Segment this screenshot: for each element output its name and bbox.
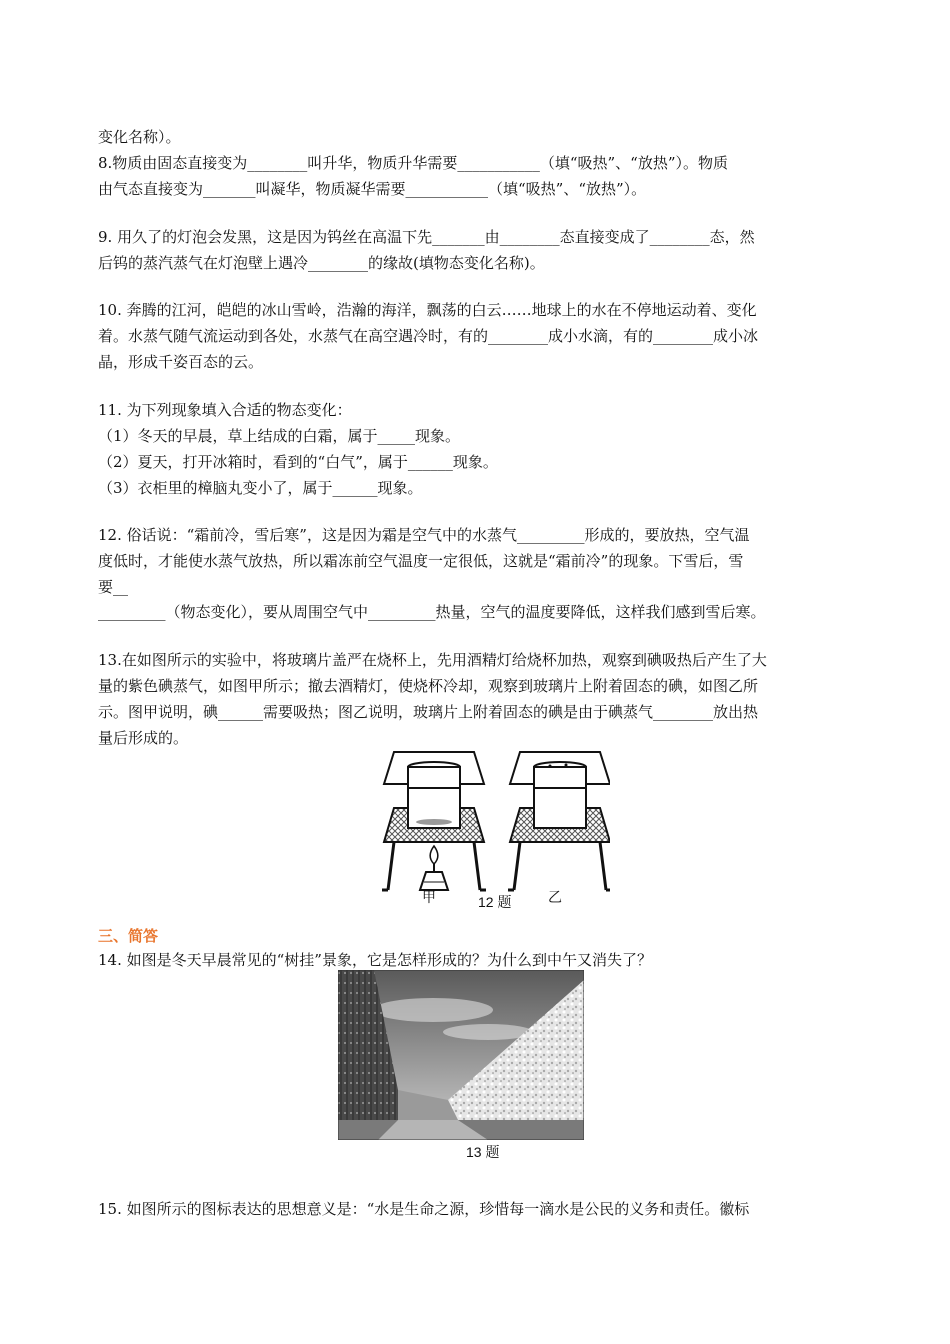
question-15-line: 15. 如图所示的图标表达的思想意义是：“水是生命之源，珍惜每一滴水是公民的义务和责任。徽标	[98, 1200, 750, 1218]
question-13-line-2: 量的紫色碘蒸气，如图甲所示；撤去酒精灯，使烧杯冷却，观察到玻璃片上附着固态的碘，如图乙所	[98, 677, 759, 695]
question-13-line-3: 示。图甲说明，碘______需要吸热；图乙说明，玻璃片上附着固态的碘是由于碘蒸气________放出热	[98, 703, 759, 721]
question-14-line: 14. 如图是冬天早晨常见的“树挂”景象，它是怎样形成的？为什么到中午又消失了？	[98, 951, 652, 969]
question-11-item-1: （1）冬天的早晨，草上结成的白霜，属于_____现象。	[98, 427, 461, 445]
question-12-line-1: 12. 俗话说：“霜前冷，雪后寒”，这是因为霜是空气中的水蒸气_________形成的，要放热，空气温	[98, 526, 750, 544]
figure-13-caption: 13 题	[466, 1144, 500, 1160]
figure-label-yi: 乙	[548, 889, 562, 905]
section-heading-short-answer: 三、简答	[98, 927, 159, 945]
question-12-line-2: 度低时，才能使水蒸气放热，所以霜冻前空气温度一定很低，这就是“霜前冷”的现象。下雪后，雪	[98, 552, 744, 570]
question-8-line-1: 8.物质由固态直接变为________叫升华，物质升华需要___________（填“吸热”、“放热”）。物质	[98, 154, 728, 172]
question-9-line-1: 9. 用久了的灯泡会发黑，这是因为钨丝在高温下先_______由________态直接变成了________态，然	[98, 228, 755, 246]
text-line: 变化名称）。	[98, 128, 181, 146]
question-12-line-4: _________（物态变化），要从周围空气中_________热量，空气的温度要降低，这样我们感到雪后寒。	[98, 603, 766, 621]
question-12-line-3: 要__	[98, 578, 129, 596]
question-13-line-4: 量后形成的。	[98, 729, 189, 747]
apparatus-yi	[508, 752, 610, 890]
apparatus-jia	[382, 752, 486, 890]
frosted-trees-photo	[338, 970, 584, 1140]
question-8-line-2: 由气态直接变为_______叫凝华，物质凝华需要___________（填“吸热”、“放热”）。	[98, 180, 647, 198]
question-10-line-3: 晶，形成千姿百态的云。	[98, 353, 264, 371]
question-11-stem: 11. 为下列现象填入合适的物态变化：	[98, 401, 352, 419]
question-13-line-1: 13.在如图所示的实验中，将玻璃片盖严在烧杯上，先用酒精灯给烧杯加热，观察到碘吸热后产生了大	[98, 651, 767, 669]
question-10-line-2: 着。水蒸气随气流运动到各处，水蒸气在高空遇冷时，有的________成小水滴，有的________成小冰	[98, 327, 759, 345]
question-10-line-1: 10. 奔腾的江河，皑皑的冰山雪岭，浩瀚的海洋，飘荡的白云……地球上的水在不停地运动着、变化	[98, 301, 757, 319]
question-11-item-3: （3）衣柜里的樟脑丸变小了，属于______现象。	[98, 479, 423, 497]
figure-label-jia: 甲	[422, 889, 436, 905]
question-9-line-2: 后钨的蒸汽蒸气在灯泡壁上遇冷________的缘故(填物态变化名称)。	[98, 254, 545, 272]
iodine-experiment-figure	[380, 750, 610, 915]
question-11-item-2: （2）夏天，打开冰箱时，看到的“白气”，属于______现象。	[98, 453, 498, 471]
figure-12-caption: 12 题	[478, 894, 512, 910]
